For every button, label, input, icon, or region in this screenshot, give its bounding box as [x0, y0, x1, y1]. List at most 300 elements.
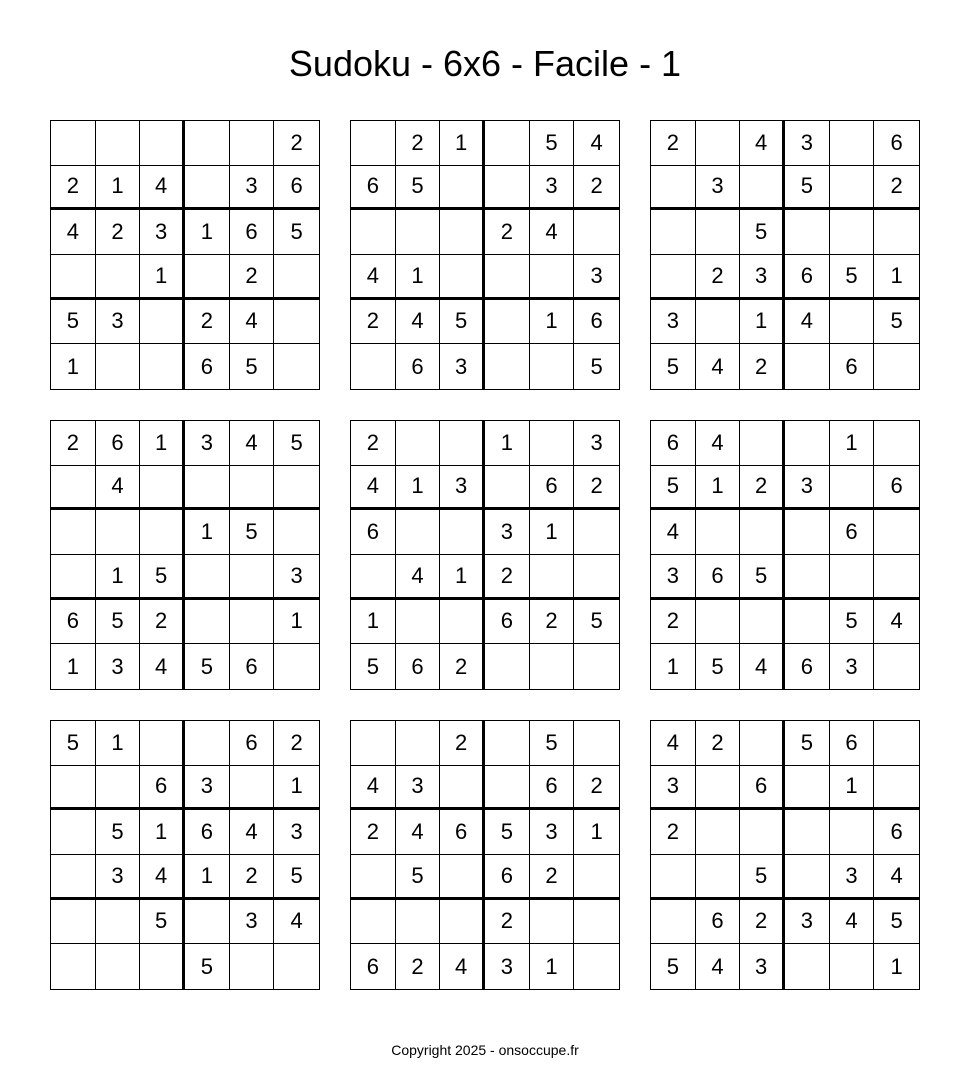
sudoku-cell: 1 [351, 600, 396, 645]
sudoku-cell[interactable] [874, 344, 919, 389]
sudoku-cell[interactable] [396, 721, 441, 766]
sudoku-cell: 4 [230, 810, 275, 855]
sudoku-cell: 1 [140, 421, 185, 466]
sudoku-cell: 6 [185, 810, 230, 855]
sudoku-cell: 2 [230, 855, 275, 900]
sudoku-cell: 3 [530, 166, 575, 211]
sudoku-cell: 4 [740, 121, 785, 166]
sudoku-cell: 3 [274, 555, 319, 600]
sudoku-cell: 6 [874, 121, 919, 166]
sudoku-cell[interactable] [185, 555, 230, 600]
sudoku-cell[interactable] [830, 210, 875, 255]
sudoku-cell: 1 [696, 466, 741, 511]
sudoku-cell[interactable] [651, 166, 696, 211]
sudoku-cell: 3 [574, 255, 619, 300]
sudoku-cell: 1 [440, 555, 485, 600]
sudoku-cell: 5 [396, 166, 441, 211]
sudoku-cell[interactable] [51, 900, 96, 945]
sudoku-cell[interactable] [530, 255, 575, 300]
sudoku-cell: 2 [651, 600, 696, 645]
sudoku-cell[interactable] [830, 121, 875, 166]
sudoku-cell: 1 [530, 510, 575, 555]
sudoku-cell: 1 [185, 855, 230, 900]
sudoku-cell[interactable] [140, 510, 185, 555]
sudoku-cell: 2 [485, 900, 530, 945]
sudoku-cell: 4 [230, 421, 275, 466]
sudoku-cell: 4 [351, 766, 396, 811]
sudoku-cell: 5 [96, 810, 141, 855]
sudoku-cell: 5 [51, 721, 96, 766]
sudoku-cell: 5 [651, 466, 696, 511]
sudoku-cell: 6 [396, 644, 441, 689]
sudoku-cell: 5 [351, 644, 396, 689]
sudoku-cell: 5 [140, 555, 185, 600]
sudoku-cell: 3 [696, 166, 741, 211]
sudoku-cell[interactable] [785, 855, 830, 900]
sudoku-cell: 6 [230, 210, 275, 255]
sudoku-cell[interactable] [785, 344, 830, 389]
sudoku-cell[interactable] [51, 255, 96, 300]
sudoku-cell: 1 [874, 255, 919, 300]
sudoku-cell: 2 [651, 810, 696, 855]
sudoku-cell: 3 [651, 766, 696, 811]
sudoku-cell: 5 [140, 900, 185, 945]
sudoku-cell[interactable] [785, 510, 830, 555]
sudoku-cell[interactable] [696, 510, 741, 555]
sudoku-cell[interactable] [574, 900, 619, 945]
sudoku-cell: 5 [274, 421, 319, 466]
sudoku-cell: 4 [830, 900, 875, 945]
sudoku-cell[interactable] [351, 855, 396, 900]
sudoku-cell: 1 [185, 510, 230, 555]
sudoku-cell[interactable] [51, 766, 96, 811]
sudoku-cell: 1 [185, 210, 230, 255]
sudoku-cell: 5 [230, 510, 275, 555]
sudoku-cell: 4 [574, 121, 619, 166]
sudoku-cell: 3 [230, 166, 275, 211]
sudoku-cell: 2 [185, 300, 230, 345]
sudoku-cell: 4 [140, 644, 185, 689]
sudoku-cell[interactable] [651, 900, 696, 945]
sudoku-cell[interactable] [440, 600, 485, 645]
sudoku-cell[interactable] [440, 855, 485, 900]
sudoku-cell: 6 [140, 766, 185, 811]
sudoku-cell[interactable] [651, 255, 696, 300]
sudoku-cell[interactable] [51, 466, 96, 511]
sudoku-grid-7 [50, 720, 320, 990]
sudoku-cell: 3 [396, 766, 441, 811]
sudoku-cell: 4 [396, 300, 441, 345]
sudoku-grid-6 [650, 420, 920, 690]
sudoku-cell[interactable] [96, 766, 141, 811]
sudoku-cell[interactable] [485, 644, 530, 689]
sudoku-cell: 4 [651, 721, 696, 766]
sudoku-cell: 6 [274, 166, 319, 211]
sudoku-cell: 6 [696, 900, 741, 945]
sudoku-cell: 6 [530, 766, 575, 811]
sudoku-cell[interactable] [440, 255, 485, 300]
sudoku-cell[interactable] [574, 721, 619, 766]
sudoku-cell[interactable] [51, 121, 96, 166]
sudoku-cell: 5 [651, 944, 696, 989]
sudoku-cell[interactable] [740, 600, 785, 645]
sudoku-cell: 4 [351, 255, 396, 300]
sudoku-cell[interactable] [351, 555, 396, 600]
sudoku-cell: 2 [740, 344, 785, 389]
sudoku-cell[interactable] [785, 766, 830, 811]
sudoku-cell: 1 [140, 255, 185, 300]
sudoku-cell[interactable] [185, 466, 230, 511]
sudoku-cell[interactable] [874, 510, 919, 555]
sudoku-cell: 3 [785, 900, 830, 945]
sudoku-cell[interactable] [874, 766, 919, 811]
sudoku-cell: 2 [485, 210, 530, 255]
sudoku-cell[interactable] [185, 121, 230, 166]
sudoku-cell: 1 [274, 766, 319, 811]
sudoku-cell[interactable] [785, 555, 830, 600]
sudoku-cell: 4 [740, 644, 785, 689]
sudoku-cell: 3 [485, 510, 530, 555]
sudoku-cell[interactable] [51, 810, 96, 855]
sudoku-cell[interactable] [485, 255, 530, 300]
sudoku-cell[interactable] [874, 421, 919, 466]
sudoku-cell[interactable] [274, 644, 319, 689]
sudoku-cell: 3 [140, 210, 185, 255]
sudoku-cell[interactable] [874, 210, 919, 255]
sudoku-cell: 4 [785, 300, 830, 345]
sudoku-cell: 3 [185, 421, 230, 466]
sudoku-cell: 1 [51, 344, 96, 389]
sudoku-cell[interactable] [96, 121, 141, 166]
sudoku-grid-5 [350, 420, 620, 690]
sudoku-cell[interactable] [530, 344, 575, 389]
sudoku-cell: 3 [785, 466, 830, 511]
sudoku-cell[interactable] [440, 766, 485, 811]
sudoku-cell: 3 [185, 766, 230, 811]
sudoku-cell: 4 [530, 210, 575, 255]
sudoku-cell: 5 [874, 900, 919, 945]
sudoku-cell[interactable] [230, 766, 275, 811]
sudoku-cell[interactable] [440, 210, 485, 255]
sudoku-cell[interactable] [574, 210, 619, 255]
sudoku-cell[interactable] [830, 944, 875, 989]
sudoku-cell[interactable] [530, 555, 575, 600]
sudoku-cell: 5 [440, 300, 485, 345]
sudoku-cell[interactable] [140, 344, 185, 389]
sudoku-cell[interactable] [440, 510, 485, 555]
sudoku-cell: 6 [830, 344, 875, 389]
sudoku-cell: 2 [740, 900, 785, 945]
sudoku-cell[interactable] [396, 600, 441, 645]
sudoku-cell[interactable] [351, 900, 396, 945]
sudoku-cell: 2 [574, 466, 619, 511]
sudoku-cell[interactable] [185, 255, 230, 300]
sudoku-cell[interactable] [185, 166, 230, 211]
sudoku-cell[interactable] [185, 600, 230, 645]
sudoku-cell[interactable] [574, 644, 619, 689]
sudoku-cell[interactable] [274, 344, 319, 389]
sudoku-cell: 3 [96, 644, 141, 689]
sudoku-cell: 3 [785, 121, 830, 166]
sudoku-cell: 3 [740, 944, 785, 989]
sudoku-cell[interactable] [696, 210, 741, 255]
sudoku-cell[interactable] [140, 944, 185, 989]
sudoku-cell: 5 [590, 353, 603, 379]
sudoku-cell: 3 [96, 300, 141, 345]
sudoku-cell: 3 [230, 900, 275, 945]
sudoku-cell[interactable] [785, 210, 830, 255]
sudoku-cell[interactable] [440, 900, 485, 945]
sudoku-cell[interactable] [396, 510, 441, 555]
sudoku-cell: 5 [785, 721, 830, 766]
sudoku-cell: 6 [874, 466, 919, 511]
sudoku-cell: 6 [351, 510, 396, 555]
sudoku-cell[interactable] [51, 555, 96, 600]
sudoku-cell: 2 [530, 855, 575, 900]
sudoku-cell[interactable] [574, 855, 619, 900]
sudoku-cell[interactable] [274, 300, 319, 345]
sudoku-cell: 1 [140, 810, 185, 855]
page-title: Sudoku - 6x6 - Facile - 1 [288, 43, 682, 84]
sudoku-cell[interactable] [574, 510, 619, 555]
sudoku-cell: 2 [230, 255, 275, 300]
sudoku-cell[interactable] [96, 900, 141, 945]
sudoku-cell[interactable] [530, 644, 575, 689]
sudoku-cell: 4 [96, 466, 141, 511]
sudoku-cell[interactable] [274, 510, 319, 555]
sudoku-cell[interactable] [874, 555, 919, 600]
sudoku-cell: 2 [696, 255, 741, 300]
sudoku-cell: 5 [696, 644, 741, 689]
sudoku-cell[interactable] [696, 600, 741, 645]
sudoku-cell[interactable] [230, 121, 275, 166]
sudoku-cell: 1 [96, 555, 141, 600]
sudoku-cell[interactable] [185, 721, 230, 766]
sudoku-cell: 2 [274, 121, 319, 166]
sudoku-cell: 6 [830, 721, 875, 766]
sudoku-cell[interactable] [785, 421, 830, 466]
sudoku-cell: 5 [740, 555, 785, 600]
sudoku-cell[interactable] [96, 944, 141, 989]
sudoku-cell[interactable] [440, 421, 485, 466]
sudoku-cell: 6 [651, 421, 696, 466]
sudoku-cell: 6 [185, 344, 230, 389]
sudoku-cell[interactable] [440, 166, 485, 211]
sudoku-cell: 1 [96, 721, 141, 766]
sudoku-cell[interactable] [740, 810, 785, 855]
sudoku-cell[interactable] [396, 421, 441, 466]
sudoku-cell[interactable] [140, 721, 185, 766]
sudoku-cell: 4 [696, 421, 741, 466]
sudoku-cell[interactable] [485, 766, 530, 811]
sudoku-cell[interactable] [696, 766, 741, 811]
sudoku-cell[interactable] [651, 855, 696, 900]
sudoku-cell: 5 [740, 210, 785, 255]
sudoku-cell[interactable] [830, 466, 875, 511]
sudoku-cell[interactable] [574, 555, 619, 600]
sudoku-cell: 3 [530, 810, 575, 855]
sudoku-cell[interactable] [230, 466, 275, 511]
sudoku-cell: 1 [51, 644, 96, 689]
sudoku-cell[interactable] [530, 900, 575, 945]
sudoku-cell: 5 [740, 855, 785, 900]
sudoku-cell[interactable] [351, 121, 396, 166]
sudoku-cell: 5 [530, 121, 575, 166]
sudoku-cell[interactable] [51, 855, 96, 900]
sudoku-cell: 5 [830, 255, 875, 300]
sudoku-cell: 6 [351, 944, 396, 989]
sudoku-cell[interactable] [874, 644, 919, 689]
sudoku-grid-9 [650, 720, 920, 990]
sudoku-cell[interactable] [740, 510, 785, 555]
sudoku-cell[interactable] [485, 121, 530, 166]
sudoku-grid-2 [350, 120, 620, 390]
sudoku-cell[interactable] [740, 166, 785, 211]
sudoku-cell: 5 [485, 810, 530, 855]
sudoku-cell[interactable] [785, 944, 830, 989]
sudoku-cell[interactable] [696, 855, 741, 900]
sudoku-cell[interactable] [274, 944, 319, 989]
sudoku-cell[interactable] [96, 510, 141, 555]
sudoku-cell[interactable] [396, 210, 441, 255]
sudoku-cell: 6 [230, 644, 275, 689]
sudoku-cell[interactable] [874, 721, 919, 766]
sudoku-cell: 5 [785, 166, 830, 211]
sudoku-cell[interactable] [696, 810, 741, 855]
sudoku-cell: 3 [830, 644, 875, 689]
sudoku-cell: 6 [785, 644, 830, 689]
sudoku-cell: 6 [696, 555, 741, 600]
sudoku-grid-8 [350, 720, 620, 990]
sudoku-cell[interactable] [485, 466, 530, 511]
sudoku-cell: 5 [274, 210, 319, 255]
sudoku-cell: 6 [574, 300, 619, 345]
sudoku-cell: 1 [530, 944, 575, 989]
sudoku-cell[interactable] [485, 344, 530, 389]
sudoku-cell[interactable] [351, 210, 396, 255]
sudoku-cell[interactable] [96, 255, 141, 300]
sudoku-cell: 2 [140, 600, 185, 645]
sudoku-cell: 4 [696, 344, 741, 389]
sudoku-cell: 2 [96, 210, 141, 255]
sudoku-cell: 5 [185, 944, 230, 989]
sudoku-cell[interactable] [351, 344, 396, 389]
sudoku-cell: 2 [274, 721, 319, 766]
sudoku-cell: 6 [740, 766, 785, 811]
sudoku-cell: 5 [230, 344, 275, 389]
sudoku-cell: 4 [874, 600, 919, 645]
sudoku-cell: 2 [440, 644, 485, 689]
sudoku-cell: 1 [574, 810, 619, 855]
sudoku-cell[interactable] [96, 344, 141, 389]
sudoku-cell: 4 [274, 900, 319, 945]
sudoku-cell[interactable] [274, 255, 319, 300]
sudoku-cell: 5 [574, 600, 619, 645]
sudoku-cell[interactable] [230, 600, 275, 645]
sudoku-cell: 6 [874, 810, 919, 855]
sudoku-cell: 3 [96, 855, 141, 900]
copyright-footer: Copyright 2025 - onsoccupe.fr [391, 1042, 579, 1058]
sudoku-cell: 3 [485, 944, 530, 989]
sudoku-cell: 2 [574, 166, 619, 211]
sudoku-cell: 4 [651, 510, 696, 555]
sudoku-cell[interactable] [51, 510, 96, 555]
sudoku-cell: 6 [51, 600, 96, 645]
sudoku-cell: 3 [651, 300, 696, 345]
sudoku-cell: 2 [396, 121, 441, 166]
sudoku-cell[interactable] [830, 555, 875, 600]
sudoku-cell[interactable] [140, 466, 185, 511]
sudoku-cell: 4 [696, 944, 741, 989]
sudoku-cell[interactable] [485, 166, 530, 211]
sudoku-cell: 4 [396, 810, 441, 855]
sudoku-cell: 2 [874, 166, 919, 211]
sudoku-cell[interactable] [785, 600, 830, 645]
sudoku-cell[interactable] [530, 421, 575, 466]
sudoku-cell: 4 [874, 855, 919, 900]
sudoku-cell[interactable] [574, 944, 619, 989]
sudoku-cell[interactable] [485, 300, 530, 345]
sudoku-cell[interactable] [740, 421, 785, 466]
sudoku-cell[interactable] [740, 721, 785, 766]
sudoku-cell[interactable] [485, 721, 530, 766]
sudoku-cell: 6 [830, 510, 875, 555]
sudoku-cell: 4 [230, 300, 275, 345]
sudoku-cell: 6 [485, 600, 530, 645]
sudoku-cell: 2 [574, 766, 619, 811]
sudoku-cell[interactable] [651, 210, 696, 255]
sudoku-cell[interactable] [51, 944, 96, 989]
sudoku-cell: 1 [96, 166, 141, 211]
sudoku-cell: 2 [351, 300, 396, 345]
sudoku-cell[interactable] [185, 900, 230, 945]
sudoku-cell[interactable] [230, 555, 275, 600]
sudoku-cell[interactable] [830, 166, 875, 211]
sudoku-cell: 5 [185, 644, 230, 689]
sudoku-cell: 1 [396, 255, 441, 300]
sudoku-cell[interactable] [830, 810, 875, 855]
sudoku-cell[interactable] [140, 300, 185, 345]
sudoku-cell: 2 [396, 944, 441, 989]
sudoku-cell: 6 [230, 721, 275, 766]
sudoku-cell[interactable] [696, 300, 741, 345]
sudoku-cell: 1 [830, 421, 875, 466]
sudoku-cell[interactable] [230, 944, 275, 989]
sudoku-cell: 2 [530, 600, 575, 645]
sudoku-cell[interactable] [830, 300, 875, 345]
sudoku-cell: 2 [651, 121, 696, 166]
sudoku-cell: 2 [440, 721, 485, 766]
sudoku-cell: 5 [51, 300, 96, 345]
sudoku-cell: 5 [530, 721, 575, 766]
sudoku-cell[interactable] [785, 810, 830, 855]
sudoku-cell: 5 [396, 855, 441, 900]
sudoku-cell[interactable] [140, 121, 185, 166]
sudoku-cell: 1 [830, 766, 875, 811]
sudoku-cell: 5 [274, 855, 319, 900]
sudoku-cell: 1 [274, 600, 319, 645]
sudoku-cell[interactable] [351, 721, 396, 766]
sudoku-cell[interactable] [274, 466, 319, 511]
sudoku-cell[interactable] [696, 121, 741, 166]
sudoku-cell[interactable] [396, 900, 441, 945]
sudoku-cell: 4 [396, 555, 441, 600]
sudoku-cell: 1 [440, 121, 485, 166]
sudoku-cell: 2 [351, 810, 396, 855]
sudoku-cell: 3 [651, 555, 696, 600]
sudoku-cell: 6 [785, 255, 830, 300]
sudoku-cell: 5 [830, 600, 875, 645]
